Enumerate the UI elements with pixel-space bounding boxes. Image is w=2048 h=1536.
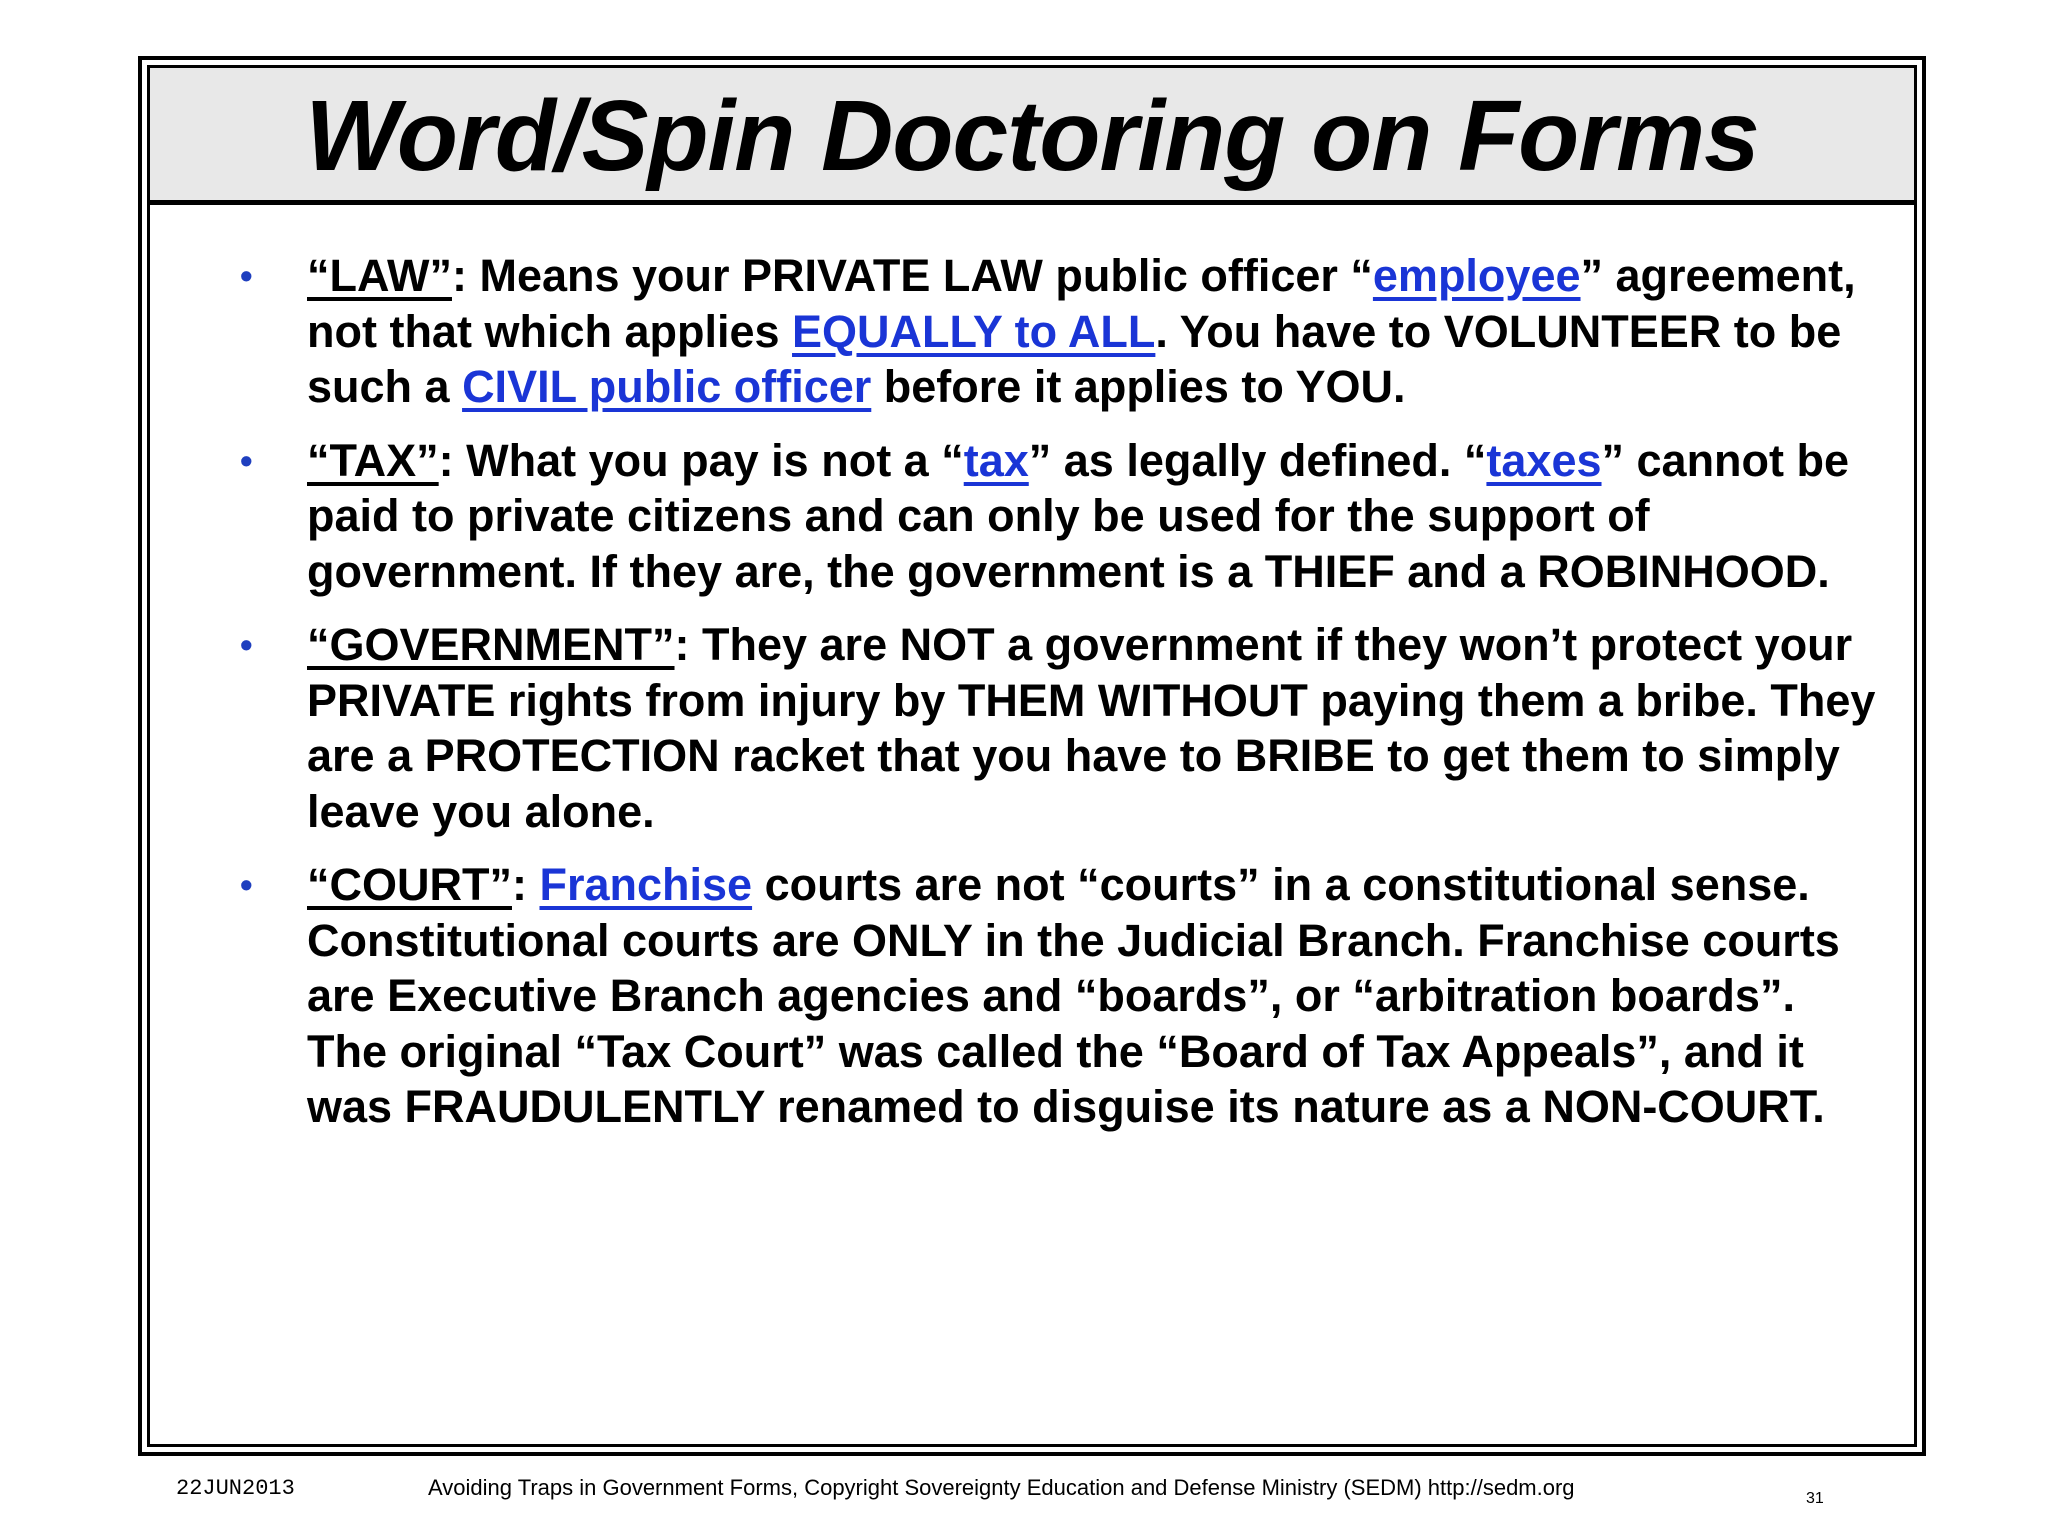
bullet-dot-icon: •: [240, 864, 253, 905]
bullet-item: [240, 248, 1880, 415]
bullet-item: [240, 857, 1880, 1135]
bullet-term: “LAW”: [307, 250, 452, 301]
bullet-text: ” agreement, not that which applies: [307, 250, 1856, 357]
bullet-term: “TAX”: [307, 434, 439, 486]
bullet-dot-icon: •: [240, 624, 253, 665]
footer-date: 22JUN2013: [176, 1476, 295, 1501]
bullet-text: : Means your PRIVATE LAW public officer “: [451, 250, 1373, 301]
bullet-dot-icon: •: [240, 439, 253, 481]
bullet-item: [240, 433, 1880, 600]
bullet-term: “GOVERNMENT”: [307, 619, 675, 670]
bullet-text: before it applies to YOU.: [871, 361, 1406, 412]
hyperlink[interactable]: employee: [1372, 250, 1581, 301]
bullet-text: ” cannot be paid to private citizens and can only be used for the support of government. If they are, the government is a THIEF and a ROBINHOOD.: [307, 434, 1850, 597]
slide-title: Word/Spin Doctoring on Forms: [305, 80, 1759, 192]
bullet-term: “COURT”: [307, 859, 512, 910]
page-number: 31: [1806, 1490, 1824, 1507]
bullet-text: courts are not “courts” in a constitutional sense. Constitutional courts are ONLY in the Judicial Branch. Franchise courts are Executive Branch agencies and “boards”, or “arbitration boards”. The original “Tax Court” was called the “Board of Tax Appeals”, and it was FRAUDULENTLY renamed to disguise its nature as a NON-COURT.: [307, 859, 1840, 1132]
bullet-text: ” as legally defined. “: [1028, 434, 1487, 486]
bullet-text: . You have to VOLUNTEER to be such a: [307, 305, 1842, 412]
bullet-list: [240, 248, 1880, 1153]
hyperlink[interactable]: CIVIL public officer: [462, 361, 872, 412]
bullet-dot-icon: •: [240, 255, 253, 296]
hyperlink[interactable]: Franchise: [539, 859, 753, 910]
hyperlink[interactable]: EQUALLY to ALL: [792, 305, 1156, 357]
title-bar: [150, 68, 1914, 205]
bullet-text: : They are NOT a government if they won’t protect your PRIVATE rights from injury by THEM WITHOUT paying them a bribe. They are a PROTECTION racket that you have to BRIBE to get them to simply leave you alone.: [307, 619, 1876, 837]
bullet-text: :: [511, 859, 540, 910]
bullet-text: : What you pay is not a “: [438, 434, 964, 486]
bullet-item: [240, 617, 1880, 839]
footer-copyright: Avoiding Traps in Government Forms, Copyright Sovereignty Education and Defense Ministry (SEDM) http://sedm.org: [428, 1475, 1575, 1500]
hyperlink[interactable]: taxes: [1486, 434, 1602, 486]
hyperlink[interactable]: tax: [963, 434, 1029, 486]
